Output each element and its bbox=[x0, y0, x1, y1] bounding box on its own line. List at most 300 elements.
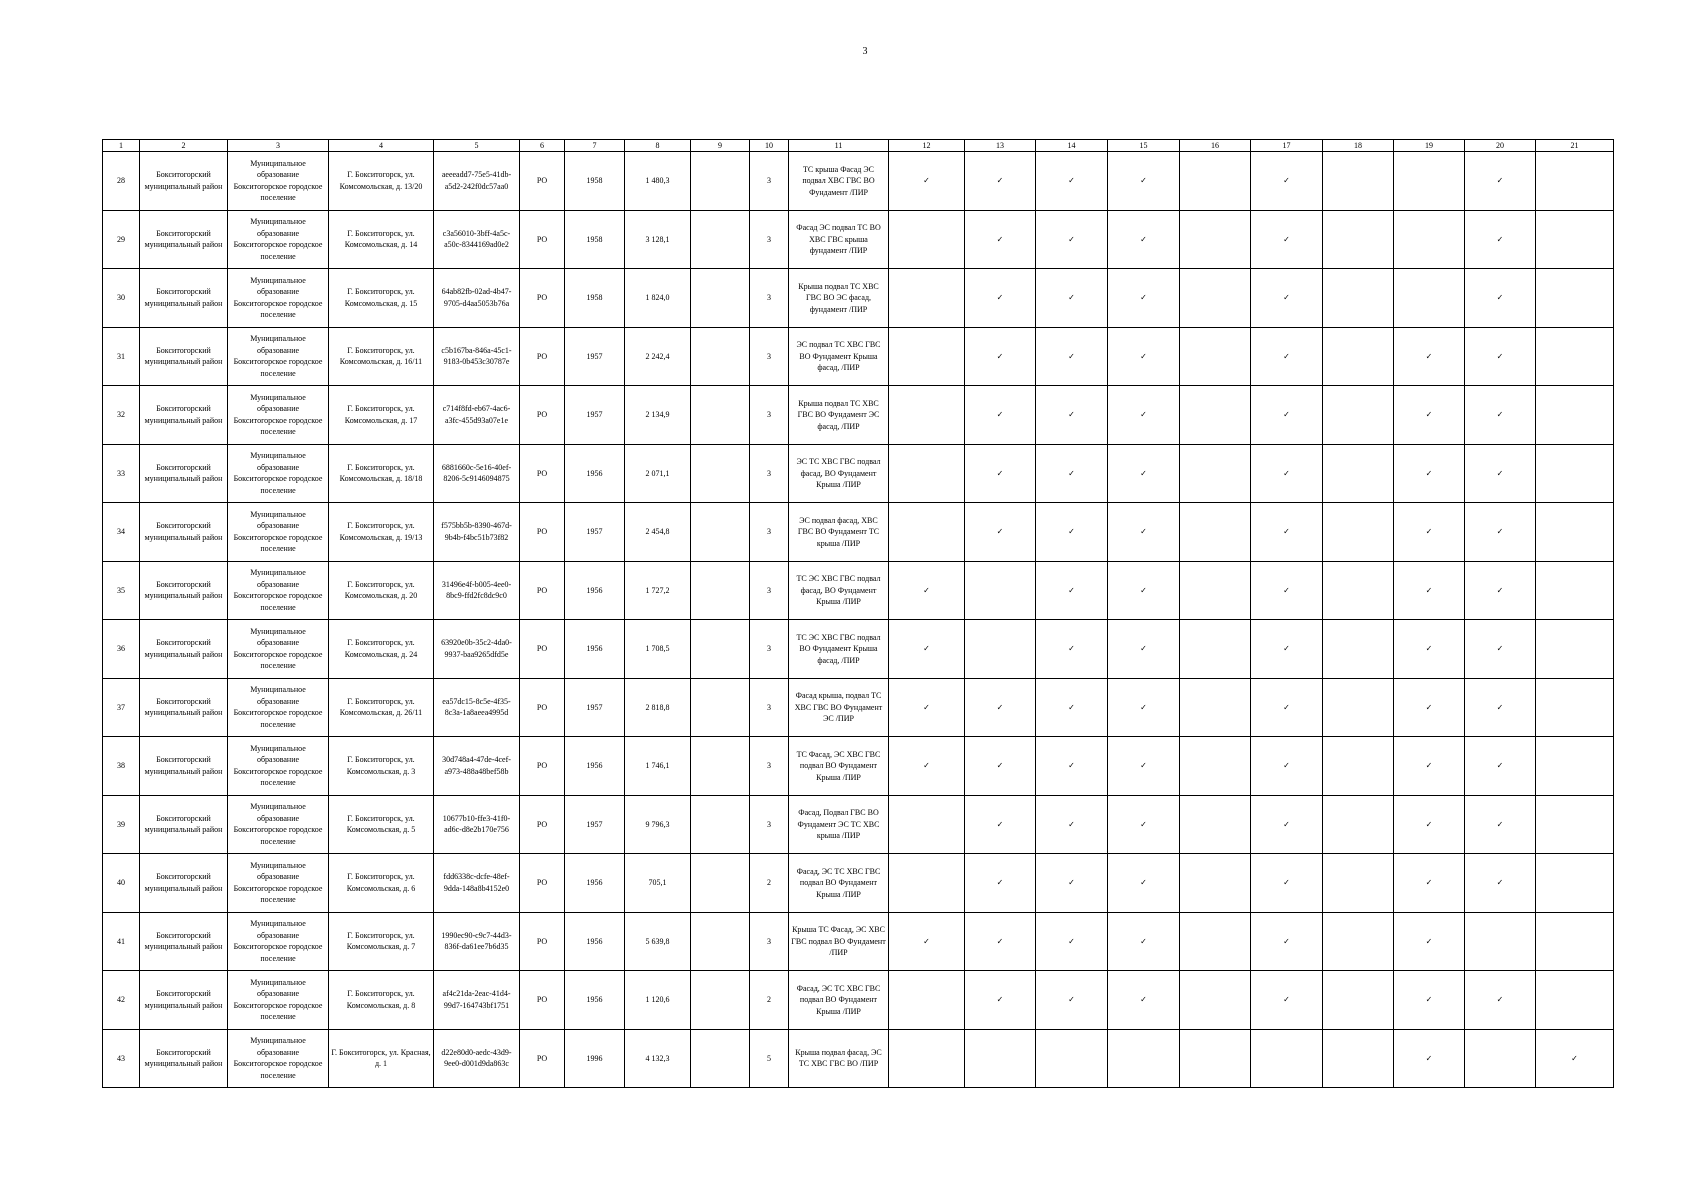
check-mark-cell-col-16 bbox=[1180, 152, 1251, 211]
check-mark-cell-col-18 bbox=[1323, 678, 1394, 737]
check-mark-cell-col-19 bbox=[1394, 269, 1465, 328]
area-cell: 1 824,0 bbox=[625, 269, 691, 328]
column-9-cell bbox=[691, 678, 750, 737]
check-mark-cell-col-17: ✓ bbox=[1251, 327, 1323, 386]
check-mark-cell-col-15: ✓ bbox=[1108, 444, 1180, 503]
check-mark-cell-col-15: ✓ bbox=[1108, 210, 1180, 269]
ownership-cell: РО bbox=[520, 386, 565, 445]
year-cell: 1956 bbox=[565, 737, 625, 796]
municipality-cell: Муниципальное образование Бокситогорское городское поселение bbox=[228, 327, 329, 386]
check-mark-cell-col-21 bbox=[1536, 152, 1614, 211]
column-9-cell bbox=[691, 854, 750, 913]
area-cell: 1 727,2 bbox=[625, 561, 691, 620]
check-mark-cell-col-20: ✓ bbox=[1465, 327, 1536, 386]
guid-cell: c3a56010-3bff-4a5c-a50c-8344169ad0e2 bbox=[434, 210, 520, 269]
municipality-cell: Муниципальное образование Бокситогорское городское поселение bbox=[228, 737, 329, 796]
area-cell: 2 071,1 bbox=[625, 444, 691, 503]
area-cell: 4 132,3 bbox=[625, 1029, 691, 1088]
guid-cell: 30d748a4-47de-4cef-a973-488a48bef58b bbox=[434, 737, 520, 796]
column-number: 15 bbox=[1108, 140, 1180, 152]
check-mark-cell-col-21 bbox=[1536, 620, 1614, 679]
ownership-cell: РО bbox=[520, 912, 565, 971]
column-number: 3 bbox=[228, 140, 329, 152]
ownership-cell: РО bbox=[520, 444, 565, 503]
check-mark-cell-col-20: ✓ bbox=[1465, 854, 1536, 913]
guid-cell: 6881660c-5e16-40ef-8206-5c9146094875 bbox=[434, 444, 520, 503]
column-10-cell: 5 bbox=[750, 1029, 789, 1088]
district-cell: Бокситогорский муниципальный район bbox=[140, 386, 228, 445]
check-mark-cell-col-12 bbox=[889, 386, 965, 445]
column-10-cell: 3 bbox=[750, 269, 789, 328]
works-cell: Фасад ЭС подвал ТС ВО ХВС ГВС крыша фундамент /ПИР bbox=[789, 210, 889, 269]
column-10-cell: 3 bbox=[750, 386, 789, 445]
column-number: 5 bbox=[434, 140, 520, 152]
address-cell: Г. Бокситогорск, ул. Комсомольская, д. 24 bbox=[329, 620, 434, 679]
area-cell: 1 746,1 bbox=[625, 737, 691, 796]
check-mark-cell-col-14: ✓ bbox=[1036, 269, 1108, 328]
area-cell: 2 818,8 bbox=[625, 678, 691, 737]
check-mark-cell-col-21 bbox=[1536, 327, 1614, 386]
area-cell: 2 242,4 bbox=[625, 327, 691, 386]
column-9-cell bbox=[691, 795, 750, 854]
year-cell: 1996 bbox=[565, 1029, 625, 1088]
check-mark-cell-col-20: ✓ bbox=[1465, 152, 1536, 211]
works-cell: Фасад, ЭС ТС ХВС ГВС подвал ВО Фундамент Крыша /ПИР bbox=[789, 854, 889, 913]
check-mark-cell-col-19 bbox=[1394, 152, 1465, 211]
check-mark-cell-col-21 bbox=[1536, 971, 1614, 1030]
municipality-cell: Муниципальное образование Бокситогорское городское поселение bbox=[228, 269, 329, 328]
address-cell: Г. Бокситогорск, ул. Комсомольская, д. 18/18 bbox=[329, 444, 434, 503]
works-cell: Крыша подвал фасад, ЭС ТС ХВС ГВС ВО /ПИР bbox=[789, 1029, 889, 1088]
check-mark-cell-col-13: ✓ bbox=[965, 503, 1036, 562]
check-mark-cell-col-13: ✓ bbox=[965, 444, 1036, 503]
municipality-cell: Муниципальное образование Бокситогорское городское поселение bbox=[228, 678, 329, 737]
column-10-cell: 3 bbox=[750, 327, 789, 386]
check-mark-cell-col-18 bbox=[1323, 210, 1394, 269]
check-mark-cell-col-16 bbox=[1180, 1029, 1251, 1088]
column-number: 17 bbox=[1251, 140, 1323, 152]
guid-cell: 31496e4f-b005-4ee0-8bc9-ffd2fc8dc9c0 bbox=[434, 561, 520, 620]
works-cell: ТС ЭС ХВС ГВС подвал ВО Фундамент Крыша фасад, /ПИР bbox=[789, 620, 889, 679]
row-number: 41 bbox=[103, 912, 140, 971]
check-mark-cell-col-17: ✓ bbox=[1251, 503, 1323, 562]
district-cell: Бокситогорский муниципальный район bbox=[140, 152, 228, 211]
ownership-cell: РО bbox=[520, 269, 565, 328]
table-row bbox=[103, 444, 1614, 503]
column-10-cell: 3 bbox=[750, 444, 789, 503]
check-mark-cell-col-17: ✓ bbox=[1251, 386, 1323, 445]
check-mark-cell-col-20: ✓ bbox=[1465, 561, 1536, 620]
district-cell: Бокситогорский муниципальный район bbox=[140, 795, 228, 854]
ownership-cell: РО bbox=[520, 503, 565, 562]
check-mark-cell-col-13: ✓ bbox=[965, 678, 1036, 737]
address-cell: Г. Бокситогорск, ул. Комсомольская, д. 16/11 bbox=[329, 327, 434, 386]
area-cell: 2 454,8 bbox=[625, 503, 691, 562]
check-mark-cell-col-17: ✓ bbox=[1251, 444, 1323, 503]
district-cell: Бокситогорский муниципальный район bbox=[140, 678, 228, 737]
check-mark-cell-col-15: ✓ bbox=[1108, 386, 1180, 445]
check-mark-cell-col-18 bbox=[1323, 1029, 1394, 1088]
check-mark-cell-col-20: ✓ bbox=[1465, 503, 1536, 562]
check-mark-cell-col-15: ✓ bbox=[1108, 269, 1180, 328]
check-mark-cell-col-13: ✓ bbox=[965, 152, 1036, 211]
ownership-cell: РО bbox=[520, 678, 565, 737]
check-mark-cell-col-16 bbox=[1180, 269, 1251, 328]
check-mark-cell-col-14: ✓ bbox=[1036, 971, 1108, 1030]
check-mark-cell-col-15: ✓ bbox=[1108, 737, 1180, 796]
column-number: 21 bbox=[1536, 140, 1614, 152]
guid-cell: af4c21da-2eac-41d4-99d7-164743bf1751 bbox=[434, 971, 520, 1030]
ownership-cell: РО bbox=[520, 971, 565, 1030]
check-mark-cell-col-16 bbox=[1180, 678, 1251, 737]
check-mark-cell-col-14: ✓ bbox=[1036, 854, 1108, 913]
check-mark-cell-col-20: ✓ bbox=[1465, 795, 1536, 854]
area-cell: 1 120,6 bbox=[625, 971, 691, 1030]
column-number: 16 bbox=[1180, 140, 1251, 152]
check-mark-cell-col-12: ✓ bbox=[889, 912, 965, 971]
check-mark-cell-col-12 bbox=[889, 444, 965, 503]
check-mark-cell-col-14: ✓ bbox=[1036, 561, 1108, 620]
guid-cell: c5b167ba-846a-45c1-9183-0b453c30787e bbox=[434, 327, 520, 386]
check-mark-cell-col-17: ✓ bbox=[1251, 269, 1323, 328]
ownership-cell: РО bbox=[520, 854, 565, 913]
table-row bbox=[103, 678, 1614, 737]
check-mark-cell-col-13: ✓ bbox=[965, 210, 1036, 269]
year-cell: 1957 bbox=[565, 678, 625, 737]
check-mark-cell-col-18 bbox=[1323, 503, 1394, 562]
table-row bbox=[103, 854, 1614, 913]
ownership-cell: РО bbox=[520, 737, 565, 796]
check-mark-cell-col-18 bbox=[1323, 971, 1394, 1030]
municipality-cell: Муниципальное образование Бокситогорское городское поселение bbox=[228, 971, 329, 1030]
check-mark-cell-col-20 bbox=[1465, 1029, 1536, 1088]
column-10-cell: 3 bbox=[750, 210, 789, 269]
check-mark-cell-col-19: ✓ bbox=[1394, 678, 1465, 737]
address-cell: Г. Бокситогорск, ул. Комсомольская, д. 20 bbox=[329, 561, 434, 620]
row-number: 31 bbox=[103, 327, 140, 386]
check-mark-cell-col-18 bbox=[1323, 561, 1394, 620]
check-mark-cell-col-15 bbox=[1108, 1029, 1180, 1088]
check-mark-cell-col-14: ✓ bbox=[1036, 912, 1108, 971]
ownership-cell: РО bbox=[520, 1029, 565, 1088]
works-cell: Крыша ТС Фасад, ЭС ХВС ГВС подвал ВО Фундамент /ПИР bbox=[789, 912, 889, 971]
check-mark-cell-col-14: ✓ bbox=[1036, 386, 1108, 445]
column-number: 12 bbox=[889, 140, 965, 152]
address-cell: Г. Бокситогорск, ул. Комсомольская, д. 7 bbox=[329, 912, 434, 971]
ownership-cell: РО bbox=[520, 561, 565, 620]
check-mark-cell-col-16 bbox=[1180, 912, 1251, 971]
table-row bbox=[103, 971, 1614, 1030]
works-cell: ТС крыша Фасад ЭС подвал ХВС ГВС ВО Фундамент /ПИР bbox=[789, 152, 889, 211]
check-mark-cell-col-19: ✓ bbox=[1394, 503, 1465, 562]
check-mark-cell-col-18 bbox=[1323, 912, 1394, 971]
column-10-cell: 3 bbox=[750, 620, 789, 679]
check-mark-cell-col-12 bbox=[889, 210, 965, 269]
year-cell: 1956 bbox=[565, 561, 625, 620]
municipality-cell: Муниципальное образование Бокситогорское городское поселение bbox=[228, 210, 329, 269]
district-cell: Бокситогорский муниципальный район bbox=[140, 620, 228, 679]
column-number: 11 bbox=[789, 140, 889, 152]
year-cell: 1956 bbox=[565, 854, 625, 913]
ownership-cell: РО bbox=[520, 327, 565, 386]
check-mark-cell-col-17 bbox=[1251, 1029, 1323, 1088]
guid-cell: 10677b10-ffe3-41f0-ad6c-d8e2b170e756 bbox=[434, 795, 520, 854]
check-mark-cell-col-15: ✓ bbox=[1108, 971, 1180, 1030]
check-mark-cell-col-18 bbox=[1323, 854, 1394, 913]
check-mark-cell-col-17: ✓ bbox=[1251, 561, 1323, 620]
check-mark-cell-col-15: ✓ bbox=[1108, 152, 1180, 211]
address-cell: Г. Бокситогорск, ул. Комсомольская, д. 13/20 bbox=[329, 152, 434, 211]
column-number: 2 bbox=[140, 140, 228, 152]
check-mark-cell-col-12 bbox=[889, 327, 965, 386]
column-number: 8 bbox=[625, 140, 691, 152]
column-10-cell: 3 bbox=[750, 503, 789, 562]
check-mark-cell-col-16 bbox=[1180, 327, 1251, 386]
check-mark-cell-col-19: ✓ bbox=[1394, 795, 1465, 854]
check-mark-cell-col-20: ✓ bbox=[1465, 386, 1536, 445]
check-mark-cell-col-14: ✓ bbox=[1036, 795, 1108, 854]
ownership-cell: РО bbox=[520, 795, 565, 854]
address-cell: Г. Бокситогорск, ул. Комсомольская, д. 6 bbox=[329, 854, 434, 913]
column-10-cell: 3 bbox=[750, 678, 789, 737]
check-mark-cell-col-19: ✓ bbox=[1394, 737, 1465, 796]
municipality-cell: Муниципальное образование Бокситогорское городское поселение bbox=[228, 1029, 329, 1088]
column-number: 14 bbox=[1036, 140, 1108, 152]
works-cell: ЭС подвал ТС ХВС ГВС ВО Фундамент Крыша фасад, /ПИР bbox=[789, 327, 889, 386]
check-mark-cell-col-20: ✓ bbox=[1465, 678, 1536, 737]
guid-cell: aeeeadd7-75e5-41db-a5d2-242f0dc57aa0 bbox=[434, 152, 520, 211]
row-number: 37 bbox=[103, 678, 140, 737]
table-row bbox=[103, 210, 1614, 269]
check-mark-cell-col-19: ✓ bbox=[1394, 327, 1465, 386]
check-mark-cell-col-12: ✓ bbox=[889, 678, 965, 737]
area-cell: 1 480,3 bbox=[625, 152, 691, 211]
year-cell: 1957 bbox=[565, 795, 625, 854]
check-mark-cell-col-21 bbox=[1536, 503, 1614, 562]
check-mark-cell-col-13: ✓ bbox=[965, 269, 1036, 328]
column-9-cell bbox=[691, 1029, 750, 1088]
check-mark-cell-col-20: ✓ bbox=[1465, 444, 1536, 503]
check-mark-cell-col-14: ✓ bbox=[1036, 210, 1108, 269]
works-cell: Крыша подвал ТС ХВС ГВС ВО Фундамент ЭС фасад, /ПИР bbox=[789, 386, 889, 445]
check-mark-cell-col-21 bbox=[1536, 561, 1614, 620]
check-mark-cell-col-18 bbox=[1323, 737, 1394, 796]
area-cell: 9 796,3 bbox=[625, 795, 691, 854]
check-mark-cell-col-16 bbox=[1180, 795, 1251, 854]
check-mark-cell-col-19: ✓ bbox=[1394, 912, 1465, 971]
check-mark-cell-col-17: ✓ bbox=[1251, 854, 1323, 913]
works-cell: ТС Фасад, ЭС ХВС ГВС подвал ВО Фундамент Крыша /ПИР bbox=[789, 737, 889, 796]
row-number: 28 bbox=[103, 152, 140, 211]
check-mark-cell-col-17: ✓ bbox=[1251, 210, 1323, 269]
district-cell: Бокситогорский муниципальный район bbox=[140, 971, 228, 1030]
column-number: 6 bbox=[520, 140, 565, 152]
check-mark-cell-col-17: ✓ bbox=[1251, 795, 1323, 854]
row-number: 43 bbox=[103, 1029, 140, 1088]
check-mark-cell-col-21 bbox=[1536, 912, 1614, 971]
check-mark-cell-col-17: ✓ bbox=[1251, 678, 1323, 737]
column-9-cell bbox=[691, 971, 750, 1030]
row-number: 33 bbox=[103, 444, 140, 503]
works-cell: Фасад, Подвал ГВС ВО Фундамент ЭС ТС ХВС крыша /ПИР bbox=[789, 795, 889, 854]
check-mark-cell-col-19: ✓ bbox=[1394, 971, 1465, 1030]
column-number: 7 bbox=[565, 140, 625, 152]
column-9-cell bbox=[691, 737, 750, 796]
check-mark-cell-col-21 bbox=[1536, 444, 1614, 503]
year-cell: 1957 bbox=[565, 386, 625, 445]
table-row bbox=[103, 561, 1614, 620]
check-mark-cell-col-17: ✓ bbox=[1251, 152, 1323, 211]
check-mark-cell-col-21 bbox=[1536, 854, 1614, 913]
check-mark-cell-col-16 bbox=[1180, 503, 1251, 562]
row-number: 34 bbox=[103, 503, 140, 562]
check-mark-cell-col-13: ✓ bbox=[965, 912, 1036, 971]
column-9-cell bbox=[691, 210, 750, 269]
municipality-cell: Муниципальное образование Бокситогорское городское поселение bbox=[228, 386, 329, 445]
check-mark-cell-col-14: ✓ bbox=[1036, 503, 1108, 562]
works-cell: Крыша подвал ТС ХВС ГВС ВО ЭС фасад, фундамент /ПИР bbox=[789, 269, 889, 328]
check-mark-cell-col-14: ✓ bbox=[1036, 444, 1108, 503]
ownership-cell: РО bbox=[520, 210, 565, 269]
check-mark-cell-col-12 bbox=[889, 1029, 965, 1088]
table-row bbox=[103, 912, 1614, 971]
check-mark-cell-col-21 bbox=[1536, 678, 1614, 737]
address-cell: Г. Бокситогорск, ул. Комсомольская, д. 3 bbox=[329, 737, 434, 796]
check-mark-cell-col-21: ✓ bbox=[1536, 1029, 1614, 1088]
district-cell: Бокситогорский муниципальный район bbox=[140, 210, 228, 269]
check-mark-cell-col-16 bbox=[1180, 561, 1251, 620]
check-mark-cell-col-19: ✓ bbox=[1394, 620, 1465, 679]
register-table bbox=[102, 139, 1614, 1088]
address-cell: Г. Бокситогорск, ул. Комсомольская, д. 14 bbox=[329, 210, 434, 269]
column-10-cell: 3 bbox=[750, 795, 789, 854]
column-9-cell bbox=[691, 620, 750, 679]
check-mark-cell-col-12: ✓ bbox=[889, 620, 965, 679]
address-cell: Г. Бокситогорск, ул. Комсомольская, д. 8 bbox=[329, 971, 434, 1030]
check-mark-cell-col-14: ✓ bbox=[1036, 678, 1108, 737]
year-cell: 1958 bbox=[565, 210, 625, 269]
address-cell: Г. Бокситогорск, ул. Комсомольская, д. 17 bbox=[329, 386, 434, 445]
check-mark-cell-col-20: ✓ bbox=[1465, 210, 1536, 269]
table-row bbox=[103, 269, 1614, 328]
check-mark-cell-col-15: ✓ bbox=[1108, 854, 1180, 913]
table-row bbox=[103, 503, 1614, 562]
check-mark-cell-col-12: ✓ bbox=[889, 737, 965, 796]
row-number: 36 bbox=[103, 620, 140, 679]
row-number: 32 bbox=[103, 386, 140, 445]
address-cell: Г. Бокситогорск, ул. Комсомольская, д. 26/11 bbox=[329, 678, 434, 737]
check-mark-cell-col-18 bbox=[1323, 620, 1394, 679]
row-number: 40 bbox=[103, 854, 140, 913]
check-mark-cell-col-13 bbox=[965, 620, 1036, 679]
row-number: 39 bbox=[103, 795, 140, 854]
column-number: 19 bbox=[1394, 140, 1465, 152]
column-9-cell bbox=[691, 912, 750, 971]
district-cell: Бокситогорский муниципальный район bbox=[140, 444, 228, 503]
check-mark-cell-col-21 bbox=[1536, 210, 1614, 269]
table-row bbox=[103, 152, 1614, 211]
check-mark-cell-col-16 bbox=[1180, 444, 1251, 503]
check-mark-cell-col-12 bbox=[889, 854, 965, 913]
check-mark-cell-col-16 bbox=[1180, 737, 1251, 796]
check-mark-cell-col-20: ✓ bbox=[1465, 971, 1536, 1030]
address-cell: Г. Бокситогорск, ул. Красная, д. 1 bbox=[329, 1029, 434, 1088]
check-mark-cell-col-18 bbox=[1323, 444, 1394, 503]
check-mark-cell-col-21 bbox=[1536, 737, 1614, 796]
works-cell: Фасад крыша, подвал ТС ХВС ГВС ВО Фундамент ЭС /ПИР bbox=[789, 678, 889, 737]
check-mark-cell-col-15: ✓ bbox=[1108, 678, 1180, 737]
check-mark-cell-col-14: ✓ bbox=[1036, 152, 1108, 211]
area-cell: 705,1 bbox=[625, 854, 691, 913]
area-cell: 2 134,9 bbox=[625, 386, 691, 445]
check-mark-cell-col-19: ✓ bbox=[1394, 1029, 1465, 1088]
check-mark-cell-col-19: ✓ bbox=[1394, 444, 1465, 503]
check-mark-cell-col-17: ✓ bbox=[1251, 737, 1323, 796]
guid-cell: fdd6338c-dcfe-48ef-9dda-148a8b4152e0 bbox=[434, 854, 520, 913]
check-mark-cell-col-14 bbox=[1036, 1029, 1108, 1088]
district-cell: Бокситогорский муниципальный район bbox=[140, 503, 228, 562]
column-10-cell: 3 bbox=[750, 737, 789, 796]
check-mark-cell-col-13 bbox=[965, 561, 1036, 620]
check-mark-cell-col-15: ✓ bbox=[1108, 795, 1180, 854]
check-mark-cell-col-21 bbox=[1536, 795, 1614, 854]
check-mark-cell-col-15: ✓ bbox=[1108, 912, 1180, 971]
check-mark-cell-col-19: ✓ bbox=[1394, 561, 1465, 620]
check-mark-cell-col-12 bbox=[889, 795, 965, 854]
year-cell: 1957 bbox=[565, 503, 625, 562]
check-mark-cell-col-20: ✓ bbox=[1465, 737, 1536, 796]
column-9-cell bbox=[691, 327, 750, 386]
check-mark-cell-col-13: ✓ bbox=[965, 386, 1036, 445]
table-row bbox=[103, 620, 1614, 679]
column-9-cell bbox=[691, 503, 750, 562]
district-cell: Бокситогорский муниципальный район bbox=[140, 561, 228, 620]
column-number: 4 bbox=[329, 140, 434, 152]
municipality-cell: Муниципальное образование Бокситогорское городское поселение bbox=[228, 854, 329, 913]
column-number: 20 bbox=[1465, 140, 1536, 152]
row-number: 38 bbox=[103, 737, 140, 796]
table-row bbox=[103, 737, 1614, 796]
column-10-cell: 3 bbox=[750, 912, 789, 971]
year-cell: 1958 bbox=[565, 269, 625, 328]
check-mark-cell-col-13 bbox=[965, 1029, 1036, 1088]
row-number: 29 bbox=[103, 210, 140, 269]
district-cell: Бокситогорский муниципальный район bbox=[140, 912, 228, 971]
check-mark-cell-col-15: ✓ bbox=[1108, 327, 1180, 386]
column-9-cell bbox=[691, 444, 750, 503]
page-number: 3 bbox=[862, 46, 868, 57]
address-cell: Г. Бокситогорск, ул. Комсомольская, д. 5 bbox=[329, 795, 434, 854]
check-mark-cell-col-13: ✓ bbox=[965, 795, 1036, 854]
column-10-cell: 3 bbox=[750, 561, 789, 620]
check-mark-cell-col-17: ✓ bbox=[1251, 912, 1323, 971]
check-mark-cell-col-13: ✓ bbox=[965, 854, 1036, 913]
year-cell: 1956 bbox=[565, 912, 625, 971]
check-mark-cell-col-19: ✓ bbox=[1394, 854, 1465, 913]
district-cell: Бокситогорский муниципальный район bbox=[140, 1029, 228, 1088]
check-mark-cell-col-21 bbox=[1536, 269, 1614, 328]
ownership-cell: РО bbox=[520, 152, 565, 211]
column-number: 18 bbox=[1323, 140, 1394, 152]
check-mark-cell-col-20: ✓ bbox=[1465, 269, 1536, 328]
check-mark-cell-col-21 bbox=[1536, 386, 1614, 445]
column-9-cell bbox=[691, 386, 750, 445]
check-mark-cell-col-14: ✓ bbox=[1036, 620, 1108, 679]
column-number: 10 bbox=[750, 140, 789, 152]
year-cell: 1956 bbox=[565, 620, 625, 679]
row-number: 42 bbox=[103, 971, 140, 1030]
guid-cell: 1990ec90-c9c7-44d3-836f-da61ee7b6d35 bbox=[434, 912, 520, 971]
